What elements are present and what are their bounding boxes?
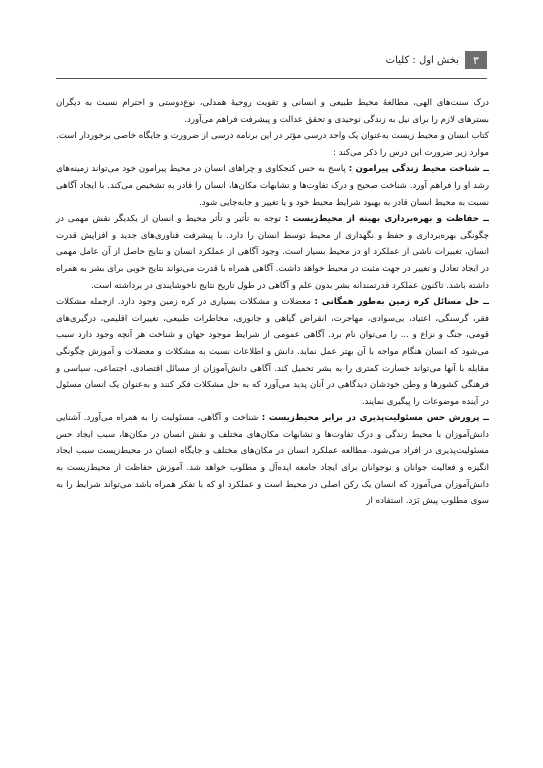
chapter-title: بخش اول : کلیات <box>385 54 459 66</box>
paragraph-text: درک سنت‌های الهی، مطالعهٔ محیط طبیعی و انسانی و تقویت روحیهٔ همدلی، نوع‌دوستی و احترام نسبت به دیگران بسترهای لازم را برای نیل به زندگی توحیدی و تحقق عدالت و پیشرفت فراهم می‌آورد. <box>56 98 489 125</box>
paragraph <box>56 410 489 510</box>
paragraph <box>56 128 489 161</box>
section-heading: ــ حل مسائل کره زمین به‌طور همگانی : <box>314 297 489 308</box>
section-heading: ــ پرورش حس مسئولیت‌پذیری در برابر محیط‌زیست : <box>261 413 489 424</box>
paragraph-text: کتاب انسان و محیط زیست به‌عنوان یک واحد درسی مؤثر در این برنامه درسی از ضرورت و جایگاه خاصی برخوردار است. موارد زیر ضرورت این درس را ذکر می‌کند : <box>56 131 489 158</box>
header-divider <box>56 78 487 79</box>
paragraph <box>56 161 489 211</box>
paragraph-text: معضلات و مشکلات بسیاری در کره زمین وجود دارد. ازجمله مشکلات فقر، گرسنگی، اعتیاد، بی‌سوادی، مهاجرت، انقراض گیاهی و جانوری، مخاطرات طبیعی، تغییرات اقلیمی، درگیری‌های قومی، جنگ و نزاع و ... را می‌توان نام برد. آگاهی عمومی از شرایط موجود جهان و شناخت هر آنچه وجود دارد سبب می‌شود که انسان هنگام مواجه با آن بهتر عمل نماید. دانش و اطلاعات نسبت به مشکلات و معضلات و آموزش چگونگی مقابله با آنها می‌تواند خسارت کمتری را به بشر تحمیل کند. آگاهی دانش‌آموزان از مسائل اقتصادی، اجتماعی، سیاسی و فرهنگی کشورها و وطن خودشان دیدگاهی در آنان پدید می‌آورد که به حل مشکلات فکر کنند و به‌عنوان یک انسان مسئول در آینده موضوعات را پیگیری نمایند. <box>56 297 489 407</box>
paragraph-text: توجه به تأثیر و تأثر محیط و انسان از یکدیگر نقش مهمی در چگونگی بهره‌برداری و حفظ و نگهداری از محیط توسط انسان را دارد. با پیشرفت فناوری‌های جدید و افزایش قدرت انسان، تغییرات ناشی از عملکرد او در محیط بسیار است. وجود آگاهی از عملکرد انسان و نتایج حاصل از آن عامل مهمی در ایجاد تعادل و تغییر در جهت مثبت در محیط خواهد داشت. آگاهی همراه با قدرت می‌تواند نتایج خوبی برای بشر به همراه داشته باشد. تاکنون عملکرد قدرتمندانه بشر بدون علم و آگاهی در طول تاریخ نتایج ناخوشایندی در برداشته است. <box>56 214 489 291</box>
section-heading: ــ حفاظت و بهره‌برداری بهینه از محیط‌زیست : <box>284 214 489 225</box>
paragraph <box>56 294 489 410</box>
paragraph-text: پاسخ به حس کنجکاوی و چراهای انسان در محیط پیرامون خود می‌تواند زمینه‌های رشد او را فراهم آورد. شناخت صحیح و درک تفاوت‌ها و تشابهات مکان‌ها، انسان را قادر به تشخیص می‌کند. با ایجاد آگاهی نسبت به محیط انسان قادر به بهبود شرایط محیط خود و یا تغییر و جابه‌جایی شود. <box>56 164 489 208</box>
page-header <box>56 46 487 74</box>
body-text <box>56 95 489 510</box>
paragraph-text: شناخت و آگاهی، مسئولیت را به همراه می‌آورد. آشنایی دانش‌آموزان با محیط زندگی و درک تفاوت‌ها و تشابهات مکان‌های مختلف و نقش انسان در مکان‌ها، سبب ایجاد حس مسئولیت‌پذیری در افراد می‌شود. مطالعه عملکرد انسان در مکان‌های مختلف و جایگاه انسان در محیط‌زیست سبب ایجاد انگیزه و فعالیت جوانان و نوجوانان برای ایجاد جامعه ایده‌آل و مطلوب خواهد شد. آموزش حفاظت از محیط‌زیست به دانش‌آموزان می‌آموزد که انسان یک رکن اصلی در محیط است و عملکرد او که با تفکر همراه باشد می‌تواند شرایط را به سوی مطلوب پیش بَرَد. استفاده از <box>56 413 489 507</box>
paragraph <box>56 211 489 294</box>
page-number: ۳ <box>465 51 487 69</box>
paragraph <box>56 95 489 128</box>
section-heading: ــ شناخت محیط زندگی پیرامون : <box>348 164 490 175</box>
